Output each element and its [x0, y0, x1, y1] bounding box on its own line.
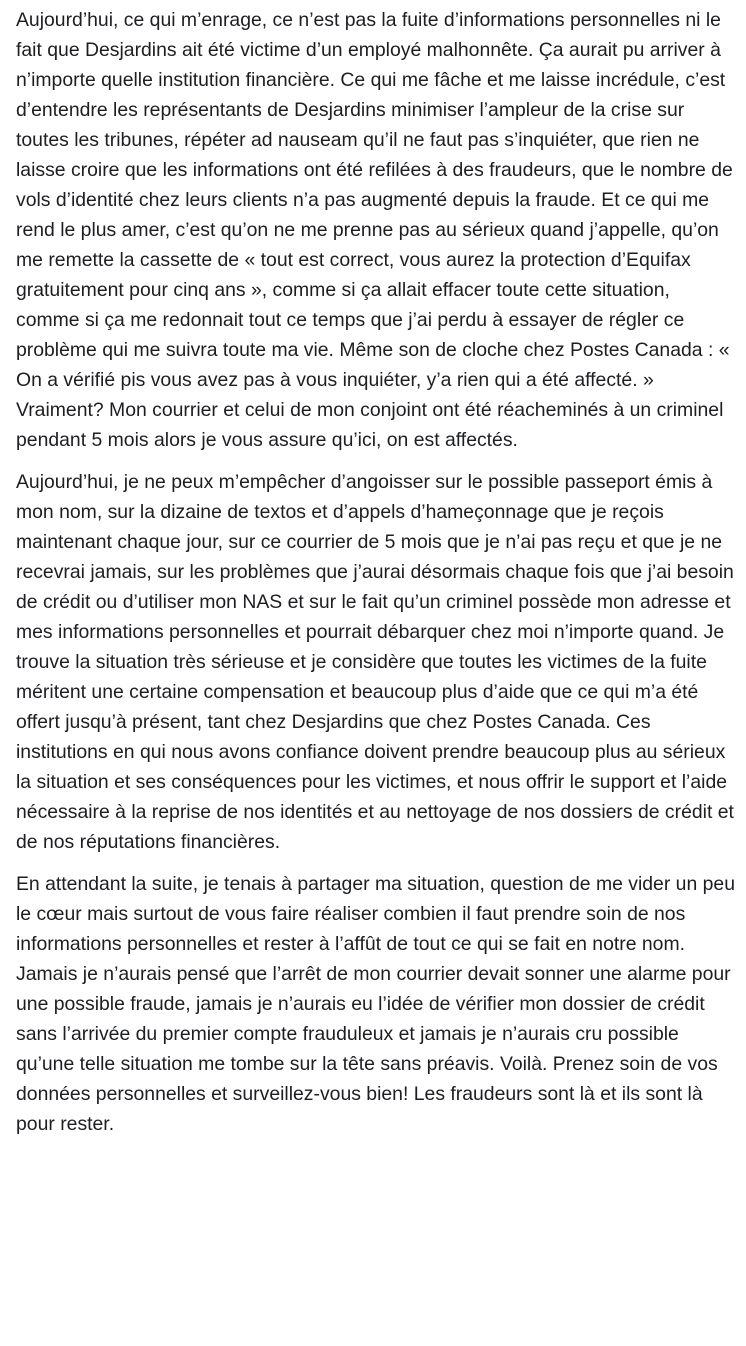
- post-paragraph-2: Aujourd’hui, je ne peux m’empêcher d’angoisser sur le possible passeport émis à mon nom, sur la dizaine de textos et d’appels d’hameçonnage que je reçois maintenant chaque jour, sur ce courrier de 5 mois que je n’ai pas reçu et que je ne recevrai jamais, sur les problèmes que j’aurai désormais chaque fois que j’ai besoin de crédit ou d’utiliser mon NAS et sur le fait qu’un criminel possède mon adresse et mes informations personnelles et pourrait débarquer chez moi n’importe quand. Je trouve la situation très sérieuse et je considère que toutes les victimes de la fuite méritent une certaine compensation et beaucoup plus d’aide que ce qui m’a été offert jusqu’à présent, tant chez Desjardins que chez Postes Canada. Ces institutions en qui nous avons confiance doivent prendre beaucoup plus au sérieux la situation et ses conséquences pour les victimes, et nous offrir le support et l’aide nécessaire à la reprise de nos identités et au nettoyage de nos dossiers de crédit et de nos réputations financières.: [16, 471, 734, 853]
- post-paragraph-1: Aujourd’hui, ce qui m’enrage, ce n’est pas la fuite d’informations personnelles ni le fait que Desjardins ait été victime d’un employé malhonnête. Ça aurait pu arriver à n’importe quelle institution financière. Ce qui me fâche et me laisse incrédule, c’est d’entendre les représentants de Desjardins minimiser l’ampleur de la crise sur toutes les tribunes, répéter ad nauseam qu’il ne faut pas s’inquiéter, que rien ne laisse croire que les informations ont été refilées à des fraudeurs, que le nombre de vols d’identité chez leurs clients n’a pas augmenté depuis la fraude. Et ce qui me rend le plus amer, c’est qu’on ne me prenne pas au sérieux quand j’appelle, qu’on me remette la cassette de « tout est correct, vous aurez la protection d’Equifax gratuitement pour cinq ans », comme si ça allait effacer toute cette situation, comme si ça me redonnait tout ce temps que j’ai perdu à essayer de régler ce problème qui me suivra toute ma vie. Même son de cloche chez Postes Canada : « On a vérifié pis vous avez pas à vous inquiéter, y’a rien qui a été affecté. » Vraiment? Mon courrier et celui de mon conjoint ont été réacheminés à un criminel pendant 5 mois alors je vous assure qu’ici, on est affectés.: [16, 9, 733, 451]
- post-paragraph-3: En attendant la suite, je tenais à partager ma situation, question de me vider un peu le cœur mais surtout de vous faire réaliser combien il faut prendre soin de nos informations personnelles et rester à l’affût de tout ce qui se fait en notre nom. Jamais je n’aurais pensé que l’arrêt de mon courrier devait sonner une alarme pour une possible fraude, jamais je n’aurais eu l’idée de vérifier mon dossier de crédit sans l’arrivée du premier compte frauduleux et jamais je n’aurais cru possible qu’une telle situation me tombe sur la tête sans préavis. Voilà. Prenez soin de vos données personnelles et surveillez-vous bien! Les fraudeurs sont là et ils sont là pour rester.: [16, 873, 735, 1135]
